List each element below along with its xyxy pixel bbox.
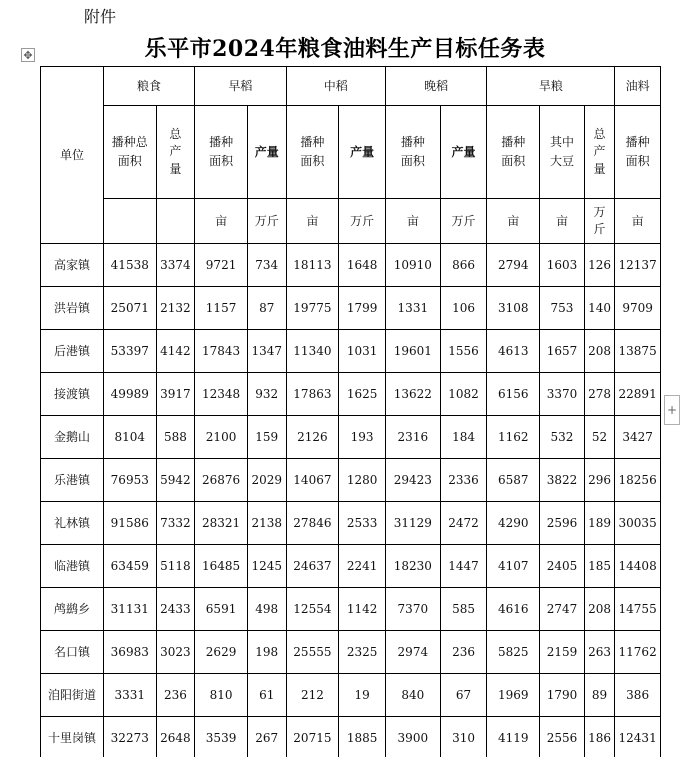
- table-row: [41, 373, 661, 416]
- table-cell: 296: [584, 459, 614, 502]
- table-cell: 32273: [103, 717, 156, 760]
- table-cell: 4119: [487, 717, 540, 760]
- row-unit-name: 鸬鹚乡: [41, 588, 104, 631]
- header-group-row: [41, 67, 661, 106]
- table-cell: 12554: [286, 588, 339, 631]
- page-bottom-edge: [0, 757, 690, 761]
- table-cell: 29423: [385, 459, 440, 502]
- sub-header-late-area: 播种面积: [385, 106, 440, 199]
- table-cell: 31131: [103, 588, 156, 631]
- table-move-handle-icon[interactable]: ✥: [21, 48, 35, 62]
- table-cell: 1799: [339, 287, 386, 330]
- table-cell: 236: [440, 631, 487, 674]
- table-cell: 4616: [487, 588, 540, 631]
- table-cell: 24637: [286, 545, 339, 588]
- table-cell: 9721: [195, 244, 248, 287]
- table-cell: 236: [156, 674, 195, 717]
- sub-header-early-output: 产量: [247, 106, 286, 199]
- table-cell: 198: [247, 631, 286, 674]
- table-cell: 1245: [247, 545, 286, 588]
- table-cell: 11340: [286, 330, 339, 373]
- unit-header: 单位: [41, 67, 104, 244]
- table-cell: 2132: [156, 287, 195, 330]
- grain-oil-target-table: [40, 66, 661, 760]
- table-row: [41, 244, 661, 287]
- table-cell: 2100: [195, 416, 248, 459]
- table-cell: 1790: [540, 674, 585, 717]
- table-cell: 208: [584, 330, 614, 373]
- sub-header-dry-area: 播种面积: [487, 106, 540, 199]
- table-cell: 20715: [286, 717, 339, 760]
- group-header-mid-rice: 中稻: [286, 67, 385, 106]
- table-cell: 61: [247, 674, 286, 717]
- table-cell: 2533: [339, 502, 386, 545]
- table-cell: 2648: [156, 717, 195, 760]
- table-cell: 53397: [103, 330, 156, 373]
- table-cell: 126: [584, 244, 614, 287]
- table-cell: 4107: [487, 545, 540, 588]
- table-cell: 19: [339, 674, 386, 717]
- table-row: [41, 674, 661, 717]
- row-unit-name: 洪岩镇: [41, 287, 104, 330]
- table-cell: 17863: [286, 373, 339, 416]
- unit-cell-mid-output: 万斤: [339, 199, 386, 244]
- table-cell: 734: [247, 244, 286, 287]
- table-cell: 49989: [103, 373, 156, 416]
- table-cell: 2629: [195, 631, 248, 674]
- row-unit-name: 金鹅山: [41, 416, 104, 459]
- table-cell: 186: [584, 717, 614, 760]
- table-cell: 41538: [103, 244, 156, 287]
- table-cell: 1648: [339, 244, 386, 287]
- table-cell: 8104: [103, 416, 156, 459]
- table-cell: 1885: [339, 717, 386, 760]
- table-cell: 17843: [195, 330, 248, 373]
- table-cell: 5942: [156, 459, 195, 502]
- header-unit-row: [41, 199, 661, 244]
- table-cell: 866: [440, 244, 487, 287]
- table-cell: 31129: [385, 502, 440, 545]
- table-row: [41, 459, 661, 502]
- table-cell: 3374: [156, 244, 195, 287]
- table-cell: 28321: [195, 502, 248, 545]
- table-cell: 12348: [195, 373, 248, 416]
- unit-cell-dry-output: 万斤: [584, 199, 614, 244]
- table-cell: 25071: [103, 287, 156, 330]
- table-cell: 3108: [487, 287, 540, 330]
- table-cell: 7370: [385, 588, 440, 631]
- table-row: [41, 631, 661, 674]
- table-cell: 14067: [286, 459, 339, 502]
- group-header-grain: 粮食: [103, 67, 194, 106]
- table-cell: 1347: [247, 330, 286, 373]
- table-cell: 6591: [195, 588, 248, 631]
- table-row: [41, 287, 661, 330]
- unit-cell-early-output: 万斤: [247, 199, 286, 244]
- table-cell: 2794: [487, 244, 540, 287]
- table-cell: 9709: [615, 287, 661, 330]
- row-unit-name: 礼林镇: [41, 502, 104, 545]
- table-cell: 185: [584, 545, 614, 588]
- table-cell: 26876: [195, 459, 248, 502]
- table-cell: 3023: [156, 631, 195, 674]
- table-cell: 18113: [286, 244, 339, 287]
- table-cell: 87: [247, 287, 286, 330]
- add-column-button[interactable]: +: [664, 395, 680, 425]
- table-cell: 4290: [487, 502, 540, 545]
- unit-cell-dry-area: 亩: [487, 199, 540, 244]
- group-header-dry-grain: 旱粮: [487, 67, 615, 106]
- table-row: [41, 717, 661, 760]
- table-cell: 27846: [286, 502, 339, 545]
- unit-cell-mid-area: 亩: [286, 199, 339, 244]
- table-cell: 25555: [286, 631, 339, 674]
- table-cell: 30035: [615, 502, 661, 545]
- sub-header-grain-area: 播种总面积: [103, 106, 156, 199]
- table-cell: 386: [615, 674, 661, 717]
- table-cell: 2556: [540, 717, 585, 760]
- table-cell: 19775: [286, 287, 339, 330]
- table-row: [41, 416, 661, 459]
- table-cell: 159: [247, 416, 286, 459]
- table-cell: 13875: [615, 330, 661, 373]
- table-cell: 3539: [195, 717, 248, 760]
- sub-header-dry-soy: 其中大豆: [540, 106, 585, 199]
- table-cell: 263: [584, 631, 614, 674]
- table-cell: 14408: [615, 545, 661, 588]
- table-cell: 6156: [487, 373, 540, 416]
- table-cell: 1142: [339, 588, 386, 631]
- sub-header-late-output: 产量: [440, 106, 487, 199]
- table-cell: 2325: [339, 631, 386, 674]
- table-cell: 1031: [339, 330, 386, 373]
- sub-header-mid-area: 播种面积: [286, 106, 339, 199]
- table-cell: 753: [540, 287, 585, 330]
- unit-cell-grain-output: [156, 199, 195, 244]
- table-cell: 3427: [615, 416, 661, 459]
- table-cell: 2336: [440, 459, 487, 502]
- attachment-label: 附件: [84, 7, 117, 26]
- row-unit-name: 高家镇: [41, 244, 104, 287]
- table-cell: 1157: [195, 287, 248, 330]
- table-cell: 18230: [385, 545, 440, 588]
- table-body: [41, 244, 661, 760]
- table-cell: 2596: [540, 502, 585, 545]
- sub-header-dry-output: 总产量: [584, 106, 614, 199]
- table-cell: 3370: [540, 373, 585, 416]
- table-cell: 3900: [385, 717, 440, 760]
- table-cell: 63459: [103, 545, 156, 588]
- table-cell: 184: [440, 416, 487, 459]
- table-cell: 76953: [103, 459, 156, 502]
- table-cell: 106: [440, 287, 487, 330]
- table-cell: 1162: [487, 416, 540, 459]
- table-cell: 3331: [103, 674, 156, 717]
- row-unit-name: 接渡镇: [41, 373, 104, 416]
- page-title: 乐平市2024年粮食油料生产目标任务表: [144, 36, 546, 62]
- table-cell: 2747: [540, 588, 585, 631]
- table-cell: 10910: [385, 244, 440, 287]
- table-cell: 193: [339, 416, 386, 459]
- unit-cell-early-area: 亩: [195, 199, 248, 244]
- table-cell: 840: [385, 674, 440, 717]
- table-cell: 2029: [247, 459, 286, 502]
- table-cell: 2433: [156, 588, 195, 631]
- table-cell: 91586: [103, 502, 156, 545]
- table-cell: 1657: [540, 330, 585, 373]
- table-cell: 588: [156, 416, 195, 459]
- group-header-early-rice: 早稻: [195, 67, 286, 106]
- table-cell: 2126: [286, 416, 339, 459]
- table-cell: 6587: [487, 459, 540, 502]
- table-cell: 1082: [440, 373, 487, 416]
- table-cell: 932: [247, 373, 286, 416]
- row-unit-name: 乐港镇: [41, 459, 104, 502]
- table-cell: 2405: [540, 545, 585, 588]
- row-unit-name: 后港镇: [41, 330, 104, 373]
- table-cell: 140: [584, 287, 614, 330]
- table-row: [41, 502, 661, 545]
- table-cell: 2138: [247, 502, 286, 545]
- table-cell: 11762: [615, 631, 661, 674]
- group-header-late-rice: 晚稻: [385, 67, 486, 106]
- table-cell: 278: [584, 373, 614, 416]
- table-cell: 12137: [615, 244, 661, 287]
- unit-cell-dry-soy: 亩: [540, 199, 585, 244]
- table-cell: 208: [584, 588, 614, 631]
- table-cell: 3917: [156, 373, 195, 416]
- table-cell: 4613: [487, 330, 540, 373]
- table-cell: 1331: [385, 287, 440, 330]
- table-cell: 19601: [385, 330, 440, 373]
- group-header-oil: 油料: [615, 67, 661, 106]
- header-sub-row: [41, 106, 661, 199]
- table-cell: 532: [540, 416, 585, 459]
- table-cell: 5825: [487, 631, 540, 674]
- table-cell: 3822: [540, 459, 585, 502]
- table-cell: 1280: [339, 459, 386, 502]
- table-cell: 2472: [440, 502, 487, 545]
- table-cell: 16485: [195, 545, 248, 588]
- table-cell: 1625: [339, 373, 386, 416]
- table-cell: 36983: [103, 631, 156, 674]
- table-cell: 14755: [615, 588, 661, 631]
- sub-header-early-area: 播种面积: [195, 106, 248, 199]
- sub-header-grain-output: 总产量: [156, 106, 195, 199]
- table-cell: 267: [247, 717, 286, 760]
- sub-header-mid-output: 产量: [339, 106, 386, 199]
- row-unit-name: 名口镇: [41, 631, 104, 674]
- unit-cell-late-output: 万斤: [440, 199, 487, 244]
- table-cell: 2159: [540, 631, 585, 674]
- table-cell: 212: [286, 674, 339, 717]
- row-unit-name: 洎阳街道: [41, 674, 104, 717]
- table-cell: 13622: [385, 373, 440, 416]
- sub-header-oil-area: 播种面积: [615, 106, 661, 199]
- row-unit-name: 十里岗镇: [41, 717, 104, 760]
- table-row: [41, 588, 661, 631]
- table-cell: 89: [584, 674, 614, 717]
- table-cell: 22891: [615, 373, 661, 416]
- table-cell: 2241: [339, 545, 386, 588]
- table-cell: 810: [195, 674, 248, 717]
- unit-cell-late-area: 亩: [385, 199, 440, 244]
- table-cell: 1969: [487, 674, 540, 717]
- table-cell: 12431: [615, 717, 661, 760]
- table-cell: 2316: [385, 416, 440, 459]
- table-row: [41, 330, 661, 373]
- table-cell: 67: [440, 674, 487, 717]
- row-unit-name: 临港镇: [41, 545, 104, 588]
- table-cell: 2974: [385, 631, 440, 674]
- table-cell: 18256: [615, 459, 661, 502]
- unit-cell-oil-area: 亩: [615, 199, 661, 244]
- table-cell: 189: [584, 502, 614, 545]
- table-cell: 498: [247, 588, 286, 631]
- table-cell: 1556: [440, 330, 487, 373]
- table-cell: 310: [440, 717, 487, 760]
- table-row: [41, 545, 661, 588]
- table-cell: 1603: [540, 244, 585, 287]
- table-cell: 585: [440, 588, 487, 631]
- table-cell: 4142: [156, 330, 195, 373]
- table-cell: 5118: [156, 545, 195, 588]
- table-cell: 7332: [156, 502, 195, 545]
- table-cell: 1447: [440, 545, 487, 588]
- unit-cell-grain-area: [103, 199, 156, 244]
- table-cell: 52: [584, 416, 614, 459]
